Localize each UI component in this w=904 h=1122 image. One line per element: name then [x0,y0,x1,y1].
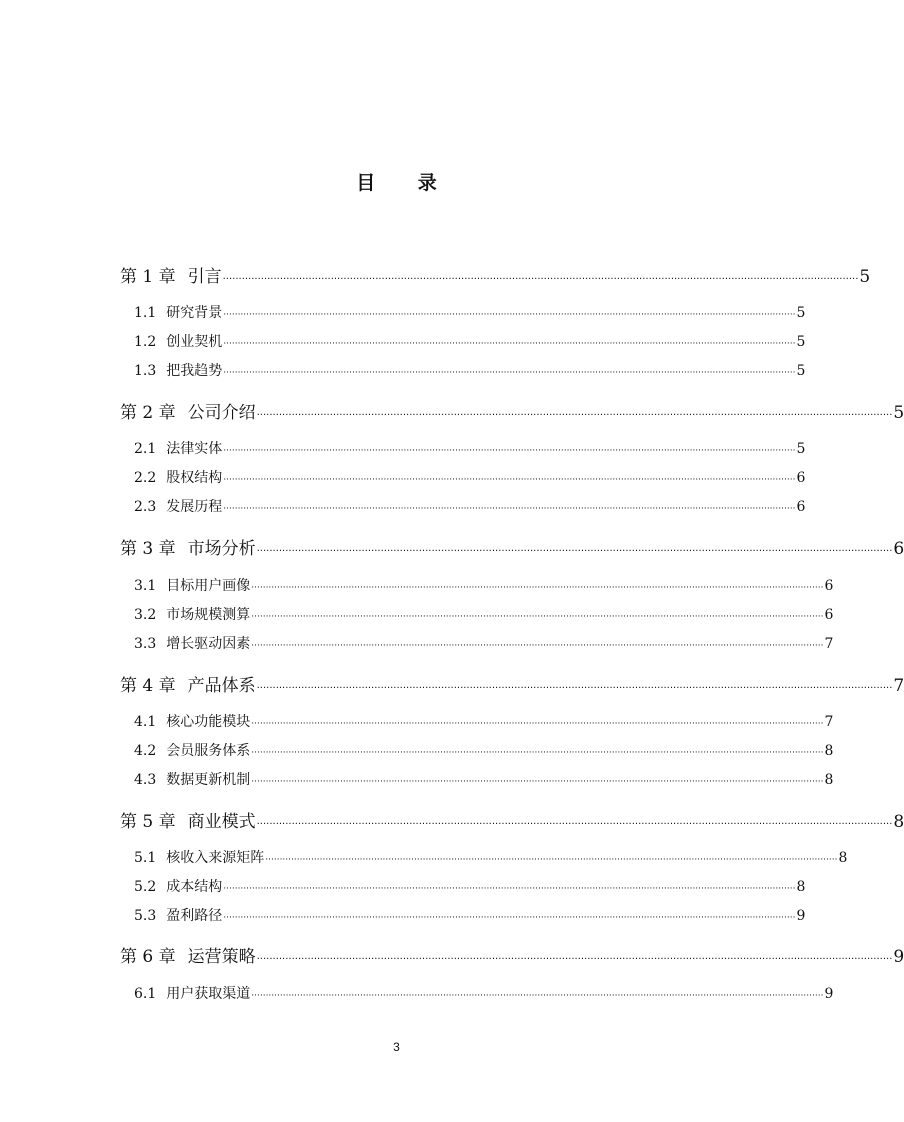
toc-section-entry[interactable] [134,633,834,653]
toc-dot-leader: ········································································································································································································ [251,583,824,593]
toc-dot-leader: ········································································································································································································ [223,446,796,456]
toc-section-entry[interactable] [134,360,806,380]
toc-entry-page: 7 [824,714,834,730]
toc-entry-page: 7 [824,636,834,652]
toc-dot-leader: ········································································································································································································ [223,339,796,349]
toc-dot-leader: ········································································································································································································ [251,777,824,787]
toc-dot-leader: ········································································································································································································ [223,913,796,923]
toc-entry-page: 9 [893,947,904,967]
toc-section-entry[interactable] [134,711,834,731]
toc-entry-title: 公司介绍 [187,403,256,423]
toc-entry-title: 产品体系 [187,676,256,696]
toc-chapter-entry[interactable] [120,534,904,559]
toc-dot-leader: ········································································································································································································ [251,612,824,622]
toc-entry-number: 第 4 章 [120,676,176,696]
toc-entry-page: 5 [796,363,806,379]
toc-dot-leader: ········································································································································································································ [223,884,796,894]
toc-entry-number: 1.2 [134,334,157,350]
toc-dot-leader: ········································································································································································································ [256,683,893,694]
toc-entry-page: 8 [824,772,834,788]
toc-entry-title: 引言 [187,267,222,287]
toc-chapter-entry[interactable] [120,671,904,696]
toc-entry-title: 创业契机 [166,334,223,350]
toc-entry-title: 数据更新机制 [166,772,251,788]
toc-entry-page: 9 [824,986,834,1002]
toc-dot-leader: ········································································································································································································ [223,368,796,378]
toc-dot-leader: ········································································································································································································ [251,991,824,1001]
toc-entry-number: 1.1 [134,305,157,321]
toc-dot-leader: ········································································································································································································ [223,475,796,485]
toc-entry-page: 8 [796,879,806,895]
toc-entry-page: 7 [893,676,904,696]
toc-entry-title: 市场分析 [187,539,256,559]
toc-section-entry[interactable] [134,905,806,925]
toc-section-entry[interactable] [134,740,834,760]
toc-entry-number: 4.3 [134,772,157,788]
toc-dot-leader: ········································································································································································································ [251,719,824,729]
toc-entry-number: 3.2 [134,607,157,623]
toc-dot-leader: ········································································································································································································ [256,546,893,557]
toc-entry-number: 6.1 [134,986,157,1002]
toc-entry-title: 会员服务体系 [166,743,251,759]
toc-entry-title: 成本结构 [166,879,223,895]
toc-entry-title: 盈利路径 [166,908,223,924]
toc-entry-number: 2.3 [134,499,157,515]
toc-dot-leader: ········································································································································································································ [251,641,824,651]
toc-entry-number: 3.3 [134,636,157,652]
toc-entry-title: 用户获取渠道 [166,986,251,1002]
toc-section-entry[interactable] [134,331,806,351]
toc-entry-title: 法律实体 [166,441,223,457]
toc-entry-page: 6 [824,578,834,594]
toc-entry-number: 5.3 [134,908,157,924]
toc-entry-number: 4.2 [134,743,157,759]
toc-dot-leader: ········································································································································································································ [256,410,893,421]
toc-section-entry[interactable] [134,847,848,867]
page-number: 3 [393,1040,400,1054]
toc-dot-leader: ········································································································································································································ [222,274,859,285]
toc-dot-leader: ········································································································································································································ [251,748,824,758]
toc-section-entry[interactable] [134,769,834,789]
toc-chapter-entry[interactable] [120,398,904,423]
toc-entry-number: 2.2 [134,470,157,486]
toc-entry-title: 股权结构 [166,470,223,486]
toc-entry-page: 8 [838,850,848,866]
toc-entry-title: 把我趋势 [166,363,223,379]
toc-entry-number: 1.3 [134,363,157,379]
toc-entry-number: 第 3 章 [120,539,176,559]
toc-dot-leader: ········································································································································································································ [256,819,893,830]
toc-entry-page: 6 [796,499,806,515]
toc-entry-number: 第 5 章 [120,812,176,832]
toc-entry-number: 第 2 章 [120,403,176,423]
toc-dot-leader: ········································································································································································································ [256,954,893,965]
toc-entry-number: 5.2 [134,879,157,895]
toc-dot-leader: ········································································································································································································ [223,504,796,514]
toc-chapter-entry[interactable] [120,262,871,287]
toc-entry-page: 5 [893,403,904,423]
toc-dot-leader: ········································································································································································································ [265,855,838,865]
toc-section-entry[interactable] [134,496,806,516]
toc-entry-page: 5 [796,441,806,457]
toc-entry-page: 5 [859,267,871,287]
toc-entry-title: 市场规模测算 [166,607,251,623]
toc-entry-number: 5.1 [134,850,157,866]
toc-entry-number: 2.1 [134,441,157,457]
toc-section-entry[interactable] [134,438,806,458]
toc-entry-page: 8 [824,743,834,759]
toc-section-entry[interactable] [134,575,834,595]
toc-entry-page: 5 [796,334,806,350]
toc-section-entry[interactable] [134,876,806,896]
toc-entry-page: 6 [824,607,834,623]
toc-entry-title: 研究背景 [166,305,223,321]
toc-section-entry[interactable] [134,983,834,1003]
toc-entry-number: 第 6 章 [120,947,176,967]
toc-entry-page: 8 [893,812,904,832]
toc-entry-title: 核心功能模块 [166,714,251,730]
toc-entry-title: 增长驱动因素 [166,636,251,652]
toc-section-entry[interactable] [134,302,806,322]
toc-section-entry[interactable] [134,467,806,487]
toc-chapter-entry[interactable] [120,942,904,967]
toc-entry-title: 核收入来源矩阵 [166,850,265,866]
toc-entry-page: 5 [796,305,806,321]
toc-entry-title: 运营策略 [187,947,256,967]
toc-entry-page: 9 [796,908,806,924]
toc-section-entry[interactable] [134,604,834,624]
toc-entry-title: 目标用户画像 [166,578,251,594]
toc-entry-number: 第 1 章 [120,267,176,287]
toc-dot-leader: ········································································································································································································ [223,310,796,320]
toc-entry-page: 6 [796,470,806,486]
toc-title: 目 录 [356,172,455,194]
toc-entry-title: 商业模式 [187,812,256,832]
toc-chapter-entry[interactable] [120,807,904,832]
toc-entry-title: 发展历程 [166,499,223,515]
toc-entry-page: 6 [893,539,904,559]
toc-entry-number: 4.1 [134,714,157,730]
toc-entry-number: 3.1 [134,578,157,594]
